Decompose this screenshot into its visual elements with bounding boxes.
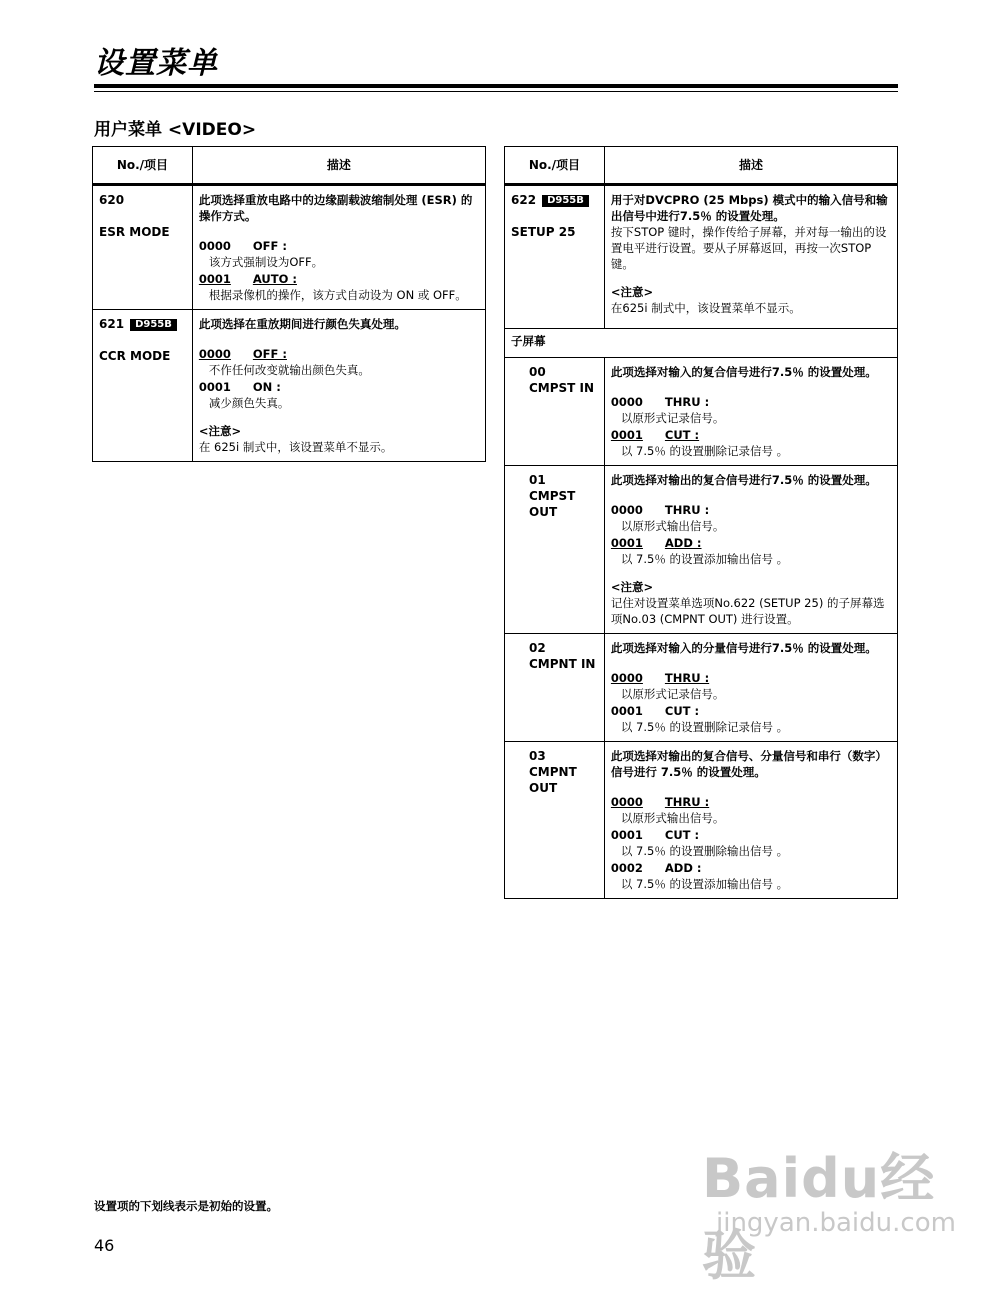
option-code: 0000 — [610, 671, 643, 685]
option-code: 0000 — [610, 795, 643, 809]
item-number: 02 — [529, 641, 546, 655]
option-label: AUTO : — [252, 272, 297, 286]
item-number: 622 — [511, 193, 537, 207]
option-item — [611, 794, 891, 826]
header-no: No./项目 — [505, 147, 605, 185]
option-desc: 以原形式记录信号。 — [620, 411, 725, 425]
option-desc: 以 7.5％ 的设置删除输出信号 。 — [620, 844, 789, 858]
option-item — [199, 238, 479, 270]
option-item — [611, 860, 891, 892]
item-name: SETUP 25 — [511, 225, 576, 239]
option-desc: 以原形式输出信号。 — [620, 519, 725, 533]
header-no: No./项目 — [93, 147, 193, 185]
option-desc: 以 7.5％ 的设置删除记录信号 。 — [620, 720, 789, 734]
item-lead: 此项选择重放电路中的边缘副载波缩制处理 (ESR) 的操作方式。 — [198, 193, 473, 223]
option-item — [611, 427, 891, 459]
item-number: 620 — [99, 193, 125, 207]
note-title: <注意> — [610, 580, 654, 594]
table-row — [505, 185, 898, 329]
item-lead: 此项选择对输入的分量信号进行7.5％ 的设置处理。 — [610, 641, 877, 655]
note-text: 记住对设置菜单选项No.622 (SETUP 25) 的子屏幕选项No.03 (CMPNT OUT) 进行设置。 — [610, 596, 885, 626]
option-desc: 以 7.5％ 的设置删除记录信号 。 — [620, 444, 789, 458]
note-text: 在 625i 制式中，该设置菜单不显示。 — [198, 440, 393, 454]
option-desc: 以 7.5％ 的设置添加输出信号 。 — [620, 552, 789, 566]
subscreen-header-row — [505, 329, 898, 358]
item-lead: 此项选择对输入的复合信号进行7.5％ 的设置处理。 — [610, 365, 877, 379]
option-label: THRU : — [664, 671, 710, 685]
option-code: 0001 — [198, 272, 231, 286]
option-label: THRU : — [664, 795, 710, 809]
watermark-url: jingyan.baidu.com — [716, 1208, 956, 1238]
option-code: 0001 — [610, 704, 643, 718]
title-rule-thick — [94, 84, 898, 88]
model-badge: D955B — [542, 195, 589, 207]
page-number: 46 — [94, 1236, 115, 1255]
option-desc: 以原形式记录信号。 — [620, 687, 725, 701]
table-row — [93, 185, 486, 310]
option-item — [611, 670, 891, 702]
option-item — [199, 271, 479, 303]
table-header-row — [505, 147, 898, 185]
option-desc: 以原形式输出信号。 — [620, 811, 725, 825]
option-label: OFF : — [252, 347, 287, 361]
option-item — [611, 394, 891, 426]
option-desc: 不作任何改变就输出颜色失真。 — [208, 363, 370, 377]
item-number: 621 — [99, 317, 125, 331]
option-label: ADD : — [664, 861, 702, 875]
watermark-logo: Baidu经验 — [702, 1147, 936, 1287]
option-code: 0002 — [610, 861, 643, 875]
option-label: ON : — [252, 380, 281, 394]
option-code: 0001 — [198, 380, 231, 394]
option-label: CUT : — [664, 828, 700, 842]
option-label: THRU : — [664, 503, 710, 517]
item-lead: 此项选择对输出的复合信号、分量信号和串行（数字）信号进行 7.5％ 的设置处理。 — [610, 749, 887, 779]
item-name: CCR MODE — [99, 349, 171, 363]
option-code: 0001 — [610, 828, 643, 842]
item-name: CMPNT IN — [529, 657, 596, 671]
option-label: OFF : — [252, 239, 287, 253]
header-desc: 描述 — [192, 147, 485, 185]
item-number: 00 — [529, 365, 546, 379]
option-code: 0001 — [610, 428, 643, 442]
item-name: CMPST IN — [529, 381, 595, 395]
header-desc: 描述 — [604, 147, 897, 185]
right-menu-table — [504, 146, 898, 899]
option-code: 0000 — [198, 239, 231, 253]
subscreen-label: 子屏幕 — [505, 329, 898, 358]
footer-note: 设置项的下划线表示是初始的设置。 — [94, 1199, 278, 1213]
option-code: 0000 — [198, 347, 231, 361]
option-code: 0000 — [610, 395, 643, 409]
item-number: 01 — [529, 473, 546, 487]
option-desc: 根据录像机的操作，该方式自动设为 ON 或 OFF。 — [208, 288, 467, 302]
table-row — [93, 310, 486, 462]
item-lead: 此项选择在重放期间进行颜色失真处理。 — [198, 317, 406, 331]
table-row — [505, 358, 898, 466]
item-lead: 用于对DVCPRO (25 Mbps) 模式中的输入信号和输出信号中进行7.5％ 的设置处理。 — [610, 193, 888, 223]
left-menu-table — [92, 146, 486, 462]
note-title: <注意> — [198, 424, 242, 438]
note-title: <注意> — [610, 285, 654, 299]
table-row — [505, 742, 898, 899]
option-item — [199, 346, 479, 378]
option-code: 0000 — [610, 503, 643, 517]
section-title: 用户菜单 <VIDEO> — [94, 120, 257, 140]
option-code: 0001 — [610, 536, 643, 550]
table-header-row — [93, 147, 486, 185]
option-desc: 该方式强制设为OFF。 — [208, 255, 324, 269]
option-item — [611, 535, 891, 567]
option-item — [611, 502, 891, 534]
model-badge: D955B — [130, 319, 177, 331]
item-number: 03 — [529, 749, 546, 763]
title-rule-thin — [94, 91, 898, 92]
page-title: 设置菜单 — [94, 46, 218, 81]
item-name: CMPST OUT — [529, 489, 576, 519]
option-desc: 以 7.5％ 的设置添加输出信号 。 — [620, 877, 789, 891]
option-label: THRU : — [664, 395, 710, 409]
table-row — [505, 466, 898, 634]
option-item — [199, 379, 479, 411]
option-label: CUT : — [664, 428, 700, 442]
option-label: ADD : — [664, 536, 702, 550]
item-name: ESR MODE — [99, 225, 170, 239]
option-item — [611, 827, 891, 859]
item-name: CMPNT OUT — [529, 765, 577, 795]
option-item — [611, 703, 891, 735]
note-text: 在625i 制式中，该设置菜单不显示。 — [610, 301, 801, 315]
option-label: CUT : — [664, 704, 700, 718]
item-text: 按下STOP 键时，操作传给子屏幕，并对每一输出的设置电平进行设置。要从子屏幕返回，再按一次STOP 键。 — [610, 225, 887, 271]
item-lead: 此项选择对输出的复合信号进行7.5％ 的设置处理。 — [610, 473, 877, 487]
option-desc: 减少颜色失真。 — [208, 396, 290, 410]
table-row — [505, 634, 898, 742]
